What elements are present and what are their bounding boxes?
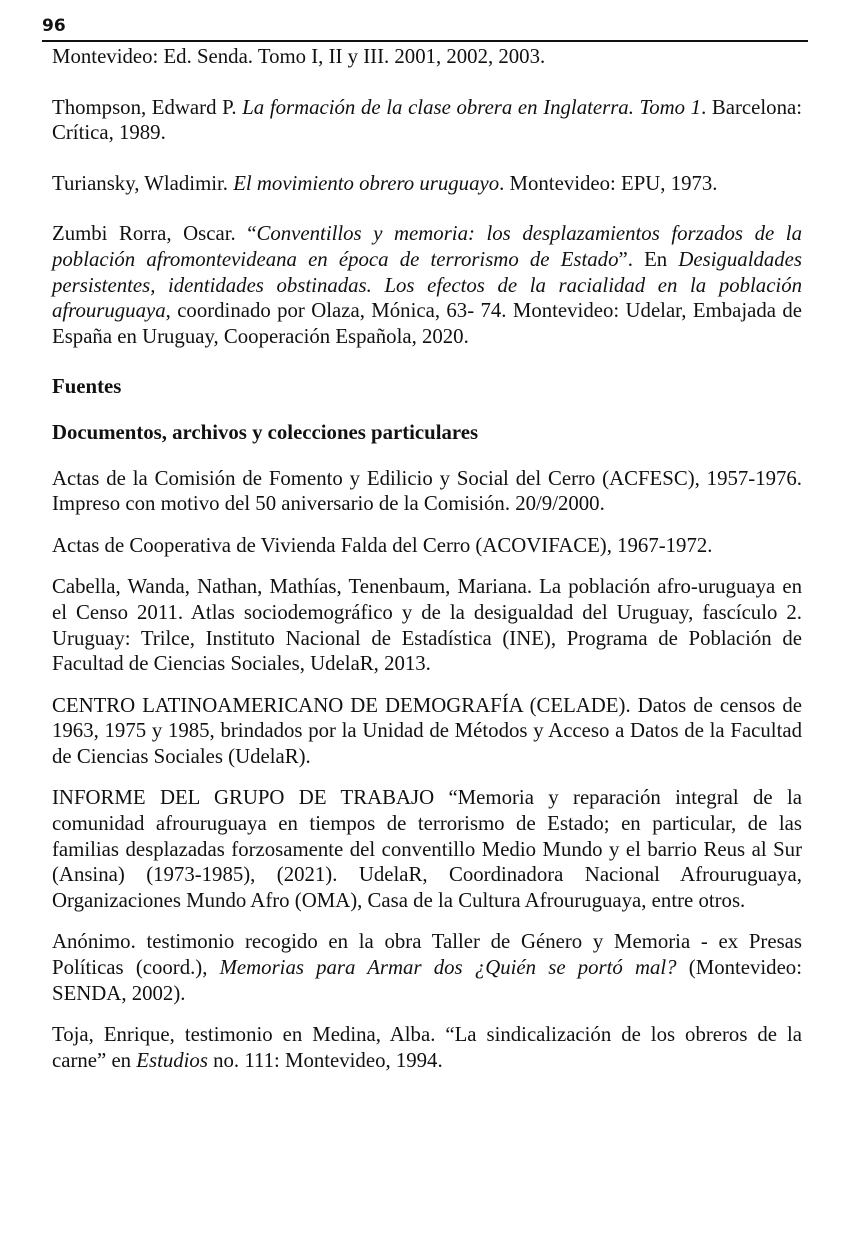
bibliography-entry — [52, 533, 802, 559]
bibliography-content — [52, 44, 802, 1089]
entry-title-italic: El movimiento obrero uruguayo — [233, 171, 500, 195]
bibliography-entry — [52, 929, 802, 1006]
section-heading-documentos: Documentos, archivos y colecciones particulares — [52, 420, 479, 444]
bibliography-entry — [52, 95, 802, 146]
entry-text: INFORME DEL GRUPO DE TRABAJO “Memoria y reparación integral de la comunidad afrouruguaya en tiempos de terrorismo de Estado; en particular, de las familias desplazadas forzosamente del conventillo Medio Mundo y el barrio Reus al Sur (Ansina) (1973-1985), (2021). UdelaR, Coordinadora Nacional Afrouruguaya, Organizaciones Mundo Afro (OMA), Casa de la Cultura Afrouruguaya, entre otros. — [52, 786, 802, 912]
entry-text: Montevideo: Ed. Senda. Tomo I, II y III. 2001, 2002, 2003. — [52, 45, 546, 68]
bibliography-entry — [52, 171, 802, 197]
entry-text: , coordinado por Olaza, Mónica, 63- 74. Montevideo: Udelar, Embajada de España en Uruguay, Cooperación Española, 2020. — [52, 299, 802, 348]
bibliography-entry — [52, 44, 802, 70]
entry-text: Anónimo. testimonio recogido en la obra Taller de Género y Memoria - ex Presas Políticas (coord.), — [52, 930, 802, 980]
entry-title-italic: Conventillos y memoria: los desplazamientos forzados de la población afromontevideana en época de terrorismo de Estado — [52, 222, 802, 271]
bibliography-entry — [52, 574, 802, 676]
entry-text: no. 111: Montevideo, 1994. — [207, 1048, 443, 1072]
entry-text: Cabella, Wanda, Nathan, Mathías, Tenenbaum, Mariana. La población afro-uruguaya en el Censo 2011. Atlas sociodemográfico y de la desigualdad del Uruguay, fascículo 2. Uruguay: Trilce, Instituto Nacional de Estadística (INE), Programa de Población de Facultad de Ciencias Sociales, UdelaR, 2013. — [52, 575, 802, 676]
entry-text: Actas de la Comisión de Fomento y Edilicio y Social del Cerro (ACFESC), 1957-1976. Impreso con motivo del 50 aniversario de la Comisión. 20/9/2000. — [52, 466, 802, 516]
entry-text: Zumbi Rorra, Oscar. “ — [52, 222, 257, 246]
entry-text: Turiansky, Wladimir. — [52, 171, 234, 195]
entry-text: . Montevideo: EPU, 1973. — [499, 171, 718, 195]
entry-text: ”. En — [618, 247, 679, 271]
entry-text: Actas de Cooperativa de Vivienda Falda del Cerro (ACOVIFACE), 1967-1972. — [52, 533, 713, 557]
bibliography-entry — [52, 1022, 802, 1073]
entry-text: (Montevideo: SENDA, 2002). — [52, 956, 802, 1005]
entry-text: Toja, Enrique, testimonio en Medina, Alba. “La sindicalización de los obreros de la carne” en — [52, 1023, 802, 1072]
bibliography-entry — [52, 466, 802, 517]
page-header — [42, 14, 808, 42]
page-number: 96 — [42, 16, 66, 36]
sources-list — [52, 466, 802, 1074]
entry-title-italic: La formación de la clase obrera en Inglaterra. Tomo 1 — [242, 95, 702, 119]
entry-text: . Barcelona: Crítica, 1989. — [52, 95, 802, 145]
entry-text: CENTRO LATINOAMERICANO DE DEMOGRAFÍA (CELADE). Datos de censos de 1963, 1975 y 1985, brindados por la Unidad de Métodos y Acceso a Datos de la Facultad de Ciencias Sociales (UdelaR). — [52, 693, 802, 768]
bibliography-entry — [52, 693, 802, 770]
entry-title-italic: Estudios — [136, 1048, 208, 1072]
bibliography-entry — [52, 785, 802, 913]
entry-text: Thompson, Edward P. — [52, 95, 243, 119]
bibliography-list — [52, 44, 802, 349]
entry-title-italic: Memorias para Armar dos ¿Quién se portó mal? — [219, 956, 677, 980]
bibliography-entry — [52, 221, 802, 349]
section-heading-fuentes: Fuentes — [52, 375, 122, 399]
entry-title-italic: Desigualdades persistentes, identidades obstinadas. Los efectos de la racialidad en la población afrouruguaya — [52, 247, 802, 323]
